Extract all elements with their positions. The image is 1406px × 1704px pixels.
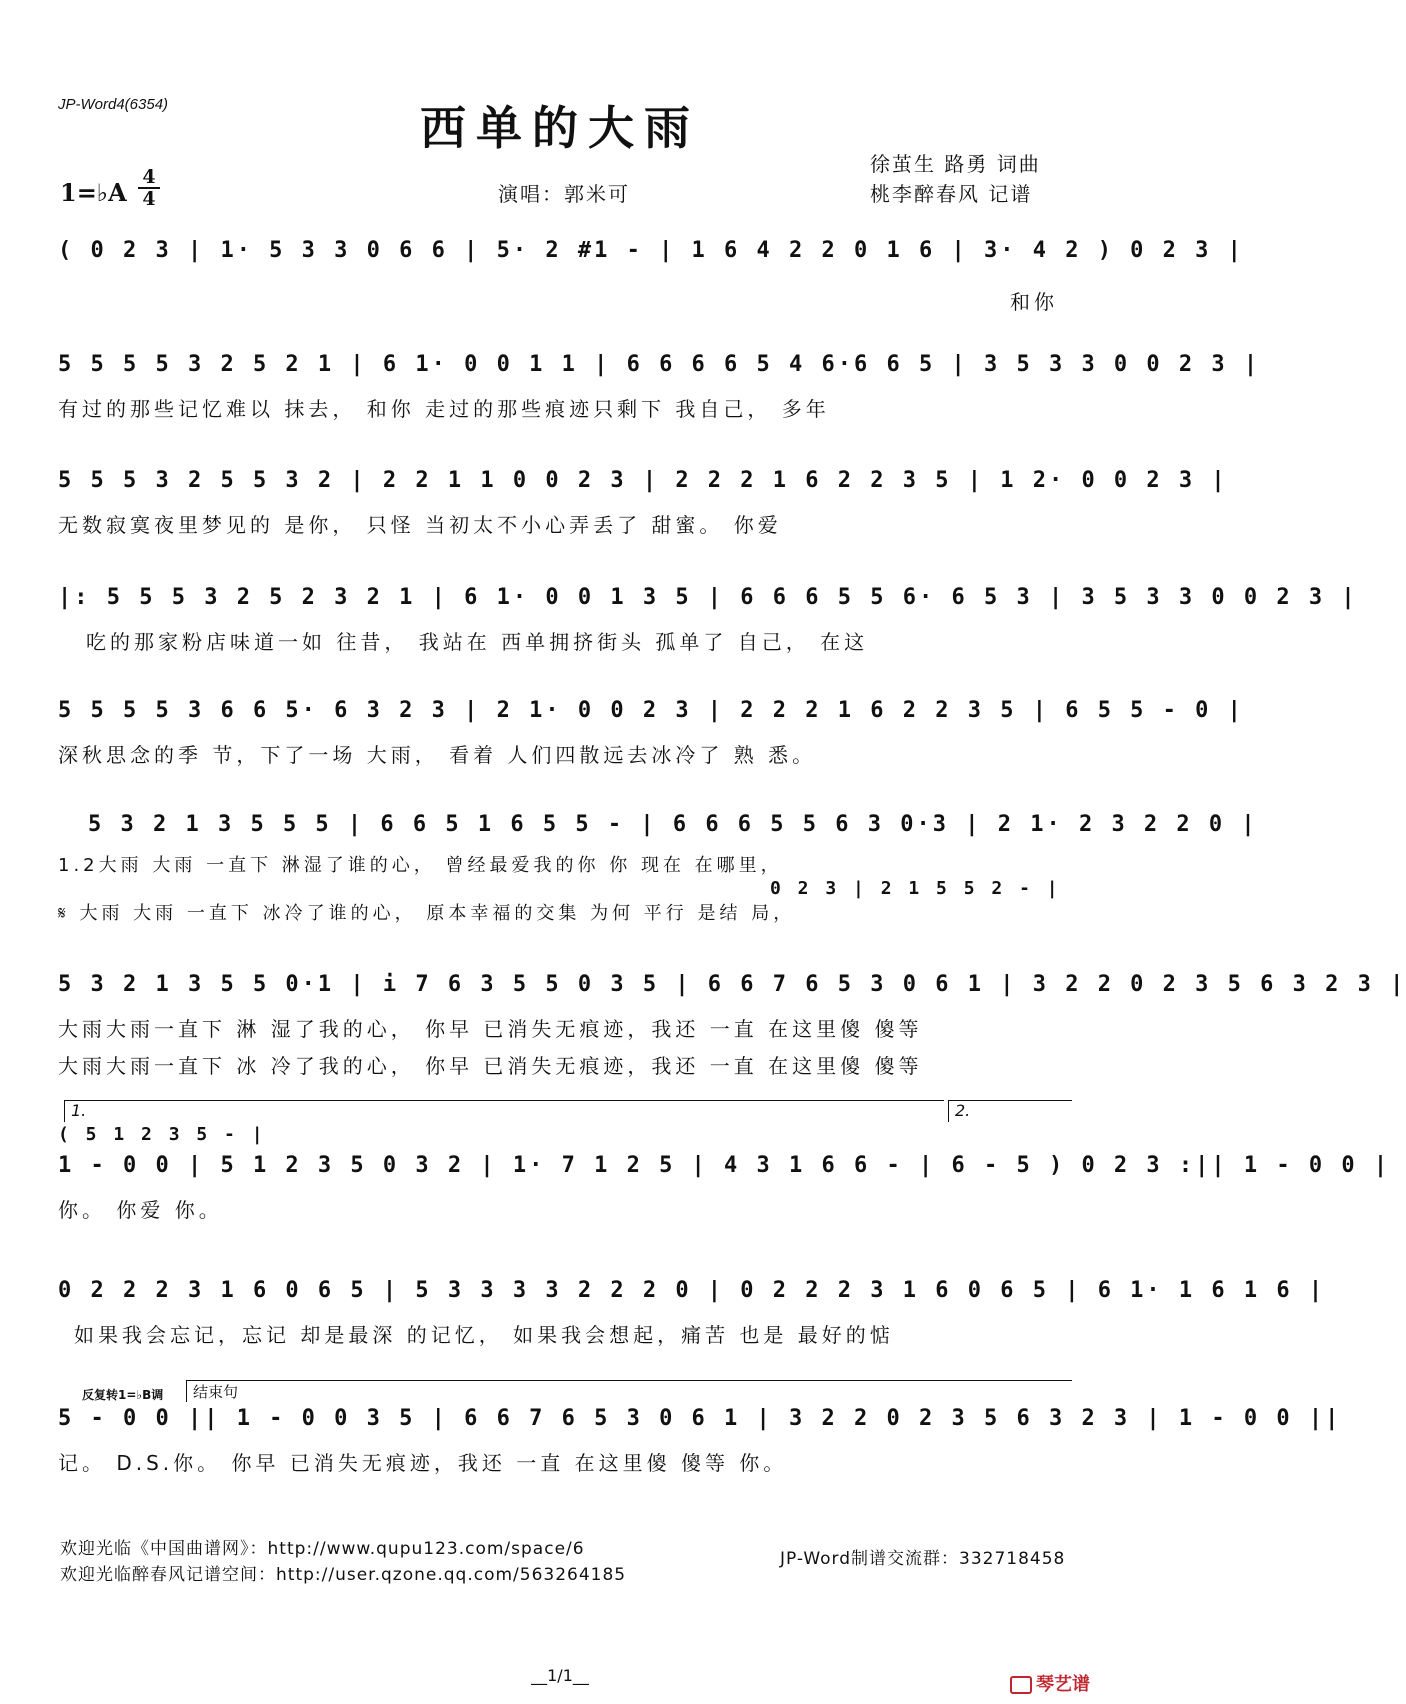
volta-second-ending: 2. xyxy=(948,1100,1072,1122)
intro-notes: ( 5 1 2 3 5 - | xyxy=(58,1124,266,1145)
footer-link-qzone: 欢迎光临醉春风记谱空间：http://user.qzone.qq.com/563264185 xyxy=(60,1565,627,1585)
footer-group: JP-Word制谱交流群：332718458 xyxy=(780,1549,1066,1569)
score-system-5 xyxy=(58,698,1244,768)
volta-first-ending: 1. xyxy=(64,1100,944,1122)
modulation-note: 反复转1=♭B调 xyxy=(82,1388,164,1402)
lyric-line: 深秋思念的季 节，下了一场 大雨， 看着 人们四散远去冰冷了 熟 悉。 xyxy=(58,743,817,767)
lyric-line-1: 大雨大雨一直下 淋 湿了我的心， 你早 已消失无痕迹，我还 一直 在这里傻 傻等 xyxy=(58,1017,923,1041)
song-title: 西单的大雨 xyxy=(420,101,700,155)
notes-line: 5 5 5 5 3 2 5 2 1 | 6 1· 0 0 1 1 | 6 6 6 6 5 4 6·6 6 5 | 3 5 3 3 0 0 2 3 | xyxy=(58,352,1261,377)
lyric-line-1: 1.2大雨 大雨 一直下 淋湿了谁的心， 曾经最爱我的你 你 现在 在哪里， xyxy=(58,855,783,876)
ending-section-label: 结束句 xyxy=(186,1380,1072,1402)
notes-line: 5 3 2 1 3 5 5 0·1 | i 7 6 3 5 5 0 3 5 | 6 6 7 6 5 3 0 6 1 | 3 2 2 0 2 3 5 6 3 2 3 | xyxy=(58,972,1406,997)
score-system-6 xyxy=(58,812,1258,925)
software-label: JP-Word4(6354) xyxy=(58,96,169,113)
score-system-4 xyxy=(58,585,1358,655)
lyric-line: 有过的那些记忆难以 抹去， 和你 走过的那些痕迹只剩下 我自己， 多年 xyxy=(58,397,830,421)
lyric-line: 吃的那家粉店味道一如 往昔， 我站在 西单拥挤街头 孤单了 自己， 在这 xyxy=(86,630,869,654)
lyric-line: 无数寂寞夜里梦见的 是你， 只怪 当初太不小心弄丢了 甜蜜。 你爱 xyxy=(58,513,782,537)
notes-line: |: 5 5 5 3 2 5 2 3 2 1 | 6 1· 0 0 1 3 5 | 6 6 6 5 5 6· 6 5 3 | 3 5 3 3 0 0 2 3 | xyxy=(58,585,1358,610)
lyric-line: 你。 你爱 你。 xyxy=(58,1198,223,1222)
site-logo xyxy=(1010,1670,1090,1696)
notes-line: 5 5 5 5 3 6 6 5· 6 3 2 3 | 2 1· 0 0 2 3 | 2 2 2 1 6 2 2 3 5 | 6 5 5 - 0 | xyxy=(58,698,1244,723)
time-signature xyxy=(138,168,160,208)
lyric-line-2: 大雨大雨一直下 冰 冷了我的心， 你早 已消失无痕迹，我还 一直 在这里傻 傻等 xyxy=(58,1054,923,1078)
notes-line: ( 0 2 3 | 1· 5 3 3 0 6 6 | 5· 2 #1 - | 1 6 4 2 2 0 1 6 | 3· 4 2 ) 0 2 3 | xyxy=(58,238,1244,263)
notes-line: 5 5 5 3 2 5 5 3 2 | 2 2 1 1 0 0 2 3 | 2 2 2 1 6 2 2 3 5 | 1 2· 0 0 2 3 | xyxy=(58,468,1228,493)
logo-icon xyxy=(1010,1676,1032,1694)
singer-credit: 演唱：郭米可 xyxy=(498,182,630,206)
logo-text: 琴艺谱 xyxy=(1036,1674,1090,1695)
score-system-1 xyxy=(58,238,1244,314)
page-number: __1/1__ xyxy=(531,1666,589,1685)
time-top: 4 xyxy=(142,166,156,188)
score-system-10 xyxy=(58,1406,1342,1476)
footer-link-qupu: 欢迎光临《中国曲谱网》：http://www.qupu123.com/space/6 xyxy=(60,1539,585,1559)
notes-line: 1 - 0 0 | 5 1 2 3 5 0 3 2 | 1· 7 1 2 5 | 4 3 1 6 6 - | 6 - 5 ) 0 2 3 :|| 1 - 0 0 | xyxy=(58,1153,1391,1178)
transcriber-credit: 桃李醉春风 记谱 xyxy=(870,182,1033,206)
score-system-3 xyxy=(58,468,1228,538)
score-system-2 xyxy=(58,352,1261,422)
lyric-line: 和你 xyxy=(1010,290,1058,314)
composer-credit: 徐茧生 路勇 词曲 xyxy=(870,152,1041,176)
notes-line: 5 - 0 0 || 1 - 0 0 3 5 | 6 6 7 6 5 3 0 6 1 | 3 2 2 0 2 3 5 6 3 2 3 | 1 - 0 0 || xyxy=(58,1406,1342,1431)
score-system-7 xyxy=(58,972,1406,1079)
lyric-line: 记。 D.S.你。 你早 已消失无痕迹，我还 一直 在这里傻 傻等 你。 xyxy=(58,1451,788,1475)
score-system-9 xyxy=(58,1278,1326,1348)
time-bottom: 4 xyxy=(142,188,156,210)
lyric-line-2: 𝄋 大雨 大雨 一直下 冰冷了谁的心， 原本幸福的交集 为何 平行 是结 局， xyxy=(58,903,796,924)
score-system-8 xyxy=(58,1124,1391,1223)
notes-line: 5 3 2 1 3 5 5 5 | 6 6 5 1 6 5 5 - | 6 6 6 5 5 6 3 0·3 | 2 1· 2 3 2 2 0 | xyxy=(88,812,1258,837)
lyric-line: 如果我会忘记，忘记 却是最深 的记忆， 如果我会想起，痛苦 也是 最好的惦 xyxy=(74,1323,894,1347)
alternate-notes: 0 2 3 | 2 1 5 5 2 - | xyxy=(770,878,1061,899)
key-signature: 1=♭A xyxy=(60,178,127,207)
notes-line: 0 2 2 2 3 1 6 0 6 5 | 5 3 3 3 3 2 2 2 0 | 0 2 2 2 3 1 6 0 6 5 | 6 1· 1 6 1 6 | xyxy=(58,1278,1326,1303)
